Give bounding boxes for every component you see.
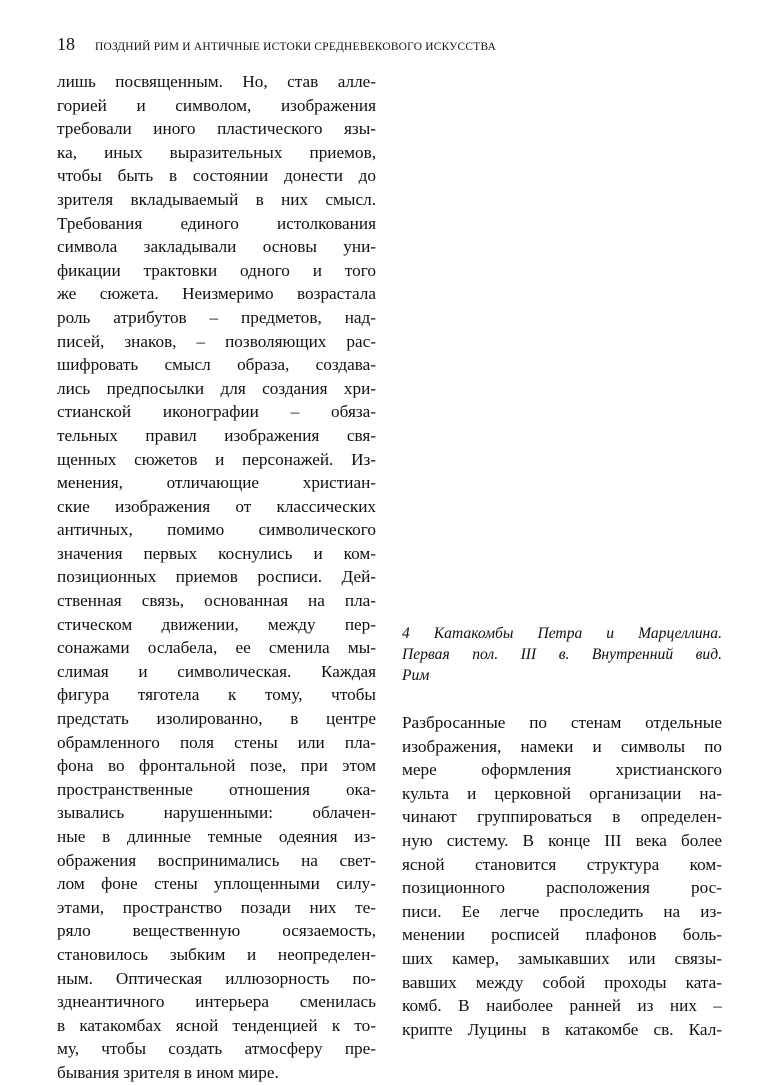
text-line: чинают группироваться в определен- — [402, 807, 722, 827]
text-line: изображения, намеки и символы по — [402, 736, 722, 756]
text-line: роль атрибутов – предметов, над- — [57, 307, 376, 327]
text-line: Разбросанные по стенам отдельные — [402, 713, 722, 732]
text-line: ные в длинные темные одеяния из- — [57, 827, 376, 846]
text-line: в катакомбах ясной тенденцией к то- — [57, 1015, 376, 1035]
text-line: фона во фронтальной позе, при этом — [57, 756, 376, 776]
text-line: ка, иных выразительных приемов, — [57, 142, 376, 162]
text-line: требовали иного пластического язы- — [57, 119, 376, 139]
text-line: ших камер, замыкавших или связы- — [402, 948, 722, 968]
running-head — [57, 34, 749, 58]
text-line: шифровать смысл образа, создава- — [57, 355, 376, 375]
text-line: бывания зрителя в ином мире. — [57, 1062, 279, 1082]
text-line: позиционных приемов росписи. Дей- — [57, 567, 376, 587]
right-column-text — [402, 711, 722, 1041]
text-line: менении росписей плафонов боль- — [402, 925, 722, 945]
text-line: ственная связь, основанная на пла- — [57, 591, 376, 611]
text-line: писей, знаков, – позволяющих рас- — [57, 331, 376, 351]
caption-line: 4 Катакомбы Петра и Марцеллина. — [402, 625, 722, 642]
text-line: зывались нарушенными: облачен- — [57, 803, 376, 823]
text-line: зднеантичного интерьера сменилась — [57, 992, 376, 1012]
text-line: фигура тяготела к тому, чтобы — [57, 685, 376, 705]
caption-line: Рим — [402, 666, 430, 684]
text-line: этами, пространство позади них те- — [57, 897, 376, 917]
text-line: фикации трактовки одного и того — [57, 260, 376, 280]
figure-caption — [402, 624, 722, 686]
text-line: крипте Луцины в катакомбе св. Кал- — [402, 1019, 722, 1039]
text-line: символа закладывали основы уни- — [57, 237, 376, 257]
text-line: сонажами ослабела, ее сменила мы- — [57, 638, 376, 658]
text-line: комб. В наиболее ранней из них – — [402, 996, 722, 1016]
running-title: ПОЗДНИЙ РИМ И АНТИЧНЫЕ ИСТОКИ СРЕДНЕВЕКОВОГО ИСКУССТВА — [95, 41, 497, 53]
text-line: предстать изолированно, в центре — [57, 709, 376, 729]
text-line: му, чтобы создать атмосферу пре- — [57, 1039, 376, 1059]
text-line: лишь посвященным. Но, став алле- — [57, 72, 376, 91]
text-line: тельных правил изображения свя- — [57, 425, 376, 445]
text-line: щенных сюжетов и персонажей. Из- — [57, 449, 376, 469]
left-column-text — [57, 70, 376, 1085]
text-line: ную систему. В конце III века более — [402, 830, 722, 850]
page-number: 18 — [57, 34, 75, 54]
text-line: лись предпосылки для создания хри- — [57, 378, 376, 398]
text-line: культа и церковной организации на- — [402, 783, 722, 803]
text-line: ские изображения от классических — [57, 496, 376, 516]
text-line: значения первых коснулись и ком- — [57, 543, 376, 563]
text-line: вавших между собой проходы ката- — [402, 972, 722, 992]
text-line: Требования единого истолкования — [57, 213, 376, 233]
text-line: пространственные отношения ока- — [57, 779, 376, 799]
text-line: стианской иконографии – обяза- — [57, 402, 376, 422]
text-line: чтобы быть в состоянии донести до — [57, 166, 376, 186]
text-line: слимая и символическая. Каждая — [57, 661, 376, 681]
text-line: ряло вещественную осязаемость, — [57, 921, 376, 941]
text-line: ным. Оптическая иллюзорность по- — [57, 968, 376, 988]
text-line: горией и символом, изображения — [57, 95, 376, 115]
text-line: же сюжета. Неизмеримо возрастала — [57, 284, 376, 304]
text-line: становилось зыбким и неопределен- — [57, 944, 376, 964]
text-line: писи. Ее легче проследить на из- — [402, 901, 722, 921]
text-line: менения, отличающие христиан- — [57, 473, 376, 493]
text-line: античных, помимо символического — [57, 520, 376, 540]
text-line: зрителя вкладываемый в них смысл. — [57, 189, 376, 209]
text-line: ображения воспринимались на свет- — [57, 850, 376, 870]
text-line: обрамленного поля стены или пла- — [57, 732, 376, 752]
text-line: позиционного расположения рос- — [402, 878, 722, 898]
text-line: лом фоне стены уплощенными силу- — [57, 874, 376, 894]
text-line: мере оформления христианского — [402, 760, 722, 780]
text-line: стическом движении, между пер- — [57, 614, 376, 634]
caption-line: Первая пол. III в. Внутренний вид. — [402, 645, 722, 663]
text-line: ясной становится структура ком- — [402, 854, 722, 874]
